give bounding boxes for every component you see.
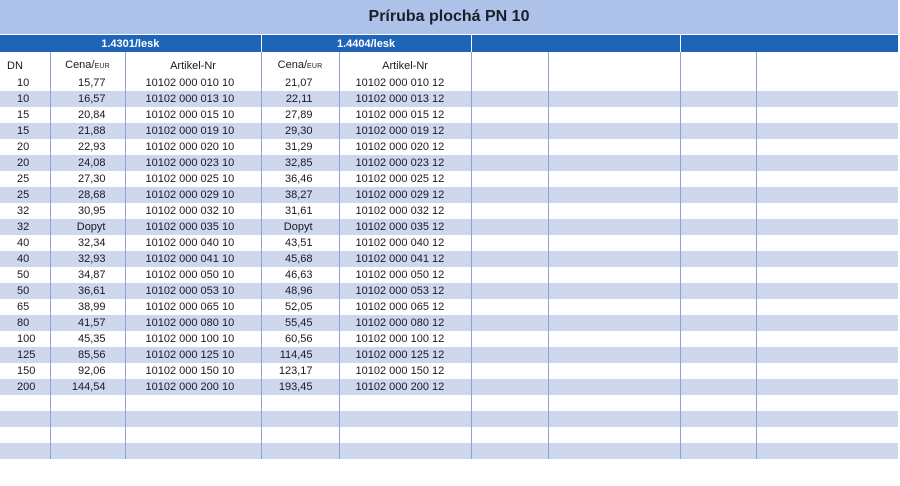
article-1-cell: 10102 000 015 10 — [125, 107, 261, 123]
empty-header — [756, 57, 898, 75]
dn-header: DN — [0, 57, 50, 75]
price-1-cell — [50, 395, 125, 411]
empty-cell — [680, 379, 756, 395]
table-row — [0, 235, 898, 251]
table-row — [0, 123, 898, 139]
empty-cell — [680, 219, 756, 235]
price-2-cell: 31,61 — [261, 203, 339, 219]
article-1-cell: 10102 000 029 10 — [125, 187, 261, 203]
price-2-cell: 193,45 — [261, 379, 339, 395]
price-1-cell: 41,57 — [50, 315, 125, 331]
empty-cell — [756, 107, 898, 123]
empty-cell — [548, 187, 680, 203]
dn-cell: 15 — [0, 107, 50, 123]
article-1-cell — [125, 395, 261, 411]
dn-cell: 80 — [0, 315, 50, 331]
dn-cell: 25 — [0, 187, 50, 203]
empty-cell — [548, 123, 680, 139]
empty-cell — [680, 107, 756, 123]
empty-cell — [548, 331, 680, 347]
article-2-cell: 10102 000 015 12 — [339, 107, 471, 123]
empty-cell — [471, 379, 548, 395]
table-row — [0, 107, 898, 123]
empty-cell — [756, 379, 898, 395]
empty-cell — [756, 155, 898, 171]
price-1-cell: 144,54 — [50, 379, 125, 395]
article-2-cell: 10102 000 035 12 — [339, 219, 471, 235]
empty-cell — [756, 443, 898, 459]
empty-cell — [756, 123, 898, 139]
price-2-cell: 114,45 — [261, 347, 339, 363]
dn-cell: 25 — [0, 171, 50, 187]
article-1-cell: 10102 000 025 10 — [125, 171, 261, 187]
empty-cell — [548, 171, 680, 187]
price-1-header — [50, 57, 125, 75]
price-1-header-unit: EUR — [94, 63, 110, 70]
empty-cell — [756, 187, 898, 203]
price-2-cell: 38,27 — [261, 187, 339, 203]
table-row — [0, 139, 898, 155]
table-row — [0, 395, 898, 411]
empty-cell — [548, 315, 680, 331]
article-1-cell: 10102 000 150 10 — [125, 363, 261, 379]
empty-header — [680, 57, 756, 75]
empty-cell — [471, 299, 548, 315]
empty-cell — [680, 363, 756, 379]
empty-cell — [680, 331, 756, 347]
article-2-cell: 10102 000 029 12 — [339, 187, 471, 203]
dn-cell: 50 — [0, 267, 50, 283]
article-2-cell: 10102 000 150 12 — [339, 363, 471, 379]
article-1-cell: 10102 000 200 10 — [125, 379, 261, 395]
dn-cell: 100 — [0, 331, 50, 347]
material-header-row — [0, 35, 898, 52]
article-1-cell: 10102 000 023 10 — [125, 155, 261, 171]
price-1-cell: 38,99 — [50, 299, 125, 315]
empty-cell — [680, 203, 756, 219]
empty-cell — [548, 283, 680, 299]
material-2-label: 1.4404/lesk — [261, 35, 471, 52]
table-row — [0, 171, 898, 187]
price-1-cell: 85,56 — [50, 347, 125, 363]
article-1-cell: 10102 000 035 10 — [125, 219, 261, 235]
price-2-header-unit: EUR — [307, 63, 323, 70]
table-row — [0, 251, 898, 267]
empty-header — [548, 57, 680, 75]
price-2-cell — [261, 411, 339, 427]
article-2-cell: 10102 000 025 12 — [339, 171, 471, 187]
article-1-cell: 10102 000 020 10 — [125, 139, 261, 155]
article-1-cell — [125, 427, 261, 443]
price-2-cell: 29,30 — [261, 123, 339, 139]
article-1-cell: 10102 000 053 10 — [125, 283, 261, 299]
empty-cell — [548, 139, 680, 155]
table-row — [0, 219, 898, 235]
dn-cell — [0, 411, 50, 427]
article-1-cell: 10102 000 065 10 — [125, 299, 261, 315]
empty-cell — [680, 315, 756, 331]
article-2-cell — [339, 395, 471, 411]
article-2-cell: 10102 000 020 12 — [339, 139, 471, 155]
article-2-cell: 10102 000 050 12 — [339, 267, 471, 283]
article-1-cell: 10102 000 125 10 — [125, 347, 261, 363]
empty-cell — [756, 171, 898, 187]
article-1-cell — [125, 443, 261, 459]
price-2-cell: 27,89 — [261, 107, 339, 123]
article-1-cell — [125, 411, 261, 427]
empty-cell — [680, 395, 756, 411]
dn-cell: 40 — [0, 235, 50, 251]
price-1-cell: 32,34 — [50, 235, 125, 251]
table-row — [0, 267, 898, 283]
empty-cell — [756, 299, 898, 315]
price-1-cell: 45,35 — [50, 331, 125, 347]
empty-cell — [756, 347, 898, 363]
price-2-cell: 60,56 — [261, 331, 339, 347]
article-2-cell: 10102 000 040 12 — [339, 235, 471, 251]
empty-cell — [680, 427, 756, 443]
empty-cell — [548, 155, 680, 171]
dn-cell: 125 — [0, 347, 50, 363]
price-2-cell: 22,11 — [261, 91, 339, 107]
empty-cell — [680, 235, 756, 251]
empty-cell — [756, 139, 898, 155]
material-1-label: 1.4301/lesk — [0, 35, 261, 52]
dn-cell: 40 — [0, 251, 50, 267]
article-1-cell: 10102 000 013 10 — [125, 91, 261, 107]
empty-cell — [756, 267, 898, 283]
sheet-title: Príruba plochá PN 10 — [0, 0, 898, 35]
empty-cell — [680, 347, 756, 363]
table-row — [0, 411, 898, 427]
empty-cell — [756, 91, 898, 107]
empty-cell — [471, 443, 548, 459]
empty-cell — [471, 171, 548, 187]
dn-cell: 32 — [0, 219, 50, 235]
empty-cell — [756, 283, 898, 299]
table-row — [0, 427, 898, 443]
empty-cell — [680, 155, 756, 171]
empty-cell — [756, 251, 898, 267]
article-1-cell: 10102 000 019 10 — [125, 123, 261, 139]
article-1-cell: 10102 000 050 10 — [125, 267, 261, 283]
empty-cell — [471, 363, 548, 379]
article-2-cell: 10102 000 100 12 — [339, 331, 471, 347]
empty-cell — [548, 75, 680, 91]
price-1-cell: 21,88 — [50, 123, 125, 139]
empty-cell — [680, 299, 756, 315]
price-2-cell — [261, 443, 339, 459]
price-1-cell: 27,30 — [50, 171, 125, 187]
dn-cell: 10 — [0, 91, 50, 107]
empty-cell — [756, 315, 898, 331]
price-2-cell — [261, 427, 339, 443]
article-2-cell: 10102 000 065 12 — [339, 299, 471, 315]
article-1-cell: 10102 000 040 10 — [125, 235, 261, 251]
dn-cell: 150 — [0, 363, 50, 379]
empty-cell — [756, 75, 898, 91]
dn-cell: 10 — [0, 75, 50, 91]
article-1-cell: 10102 000 100 10 — [125, 331, 261, 347]
empty-cell — [471, 219, 548, 235]
empty-cell — [756, 411, 898, 427]
empty-cell — [471, 251, 548, 267]
dn-cell — [0, 443, 50, 459]
price-1-cell: 16,57 — [50, 91, 125, 107]
empty-cell — [471, 75, 548, 91]
empty-cell — [548, 379, 680, 395]
price-1-cell: 22,93 — [50, 139, 125, 155]
empty-cell — [548, 267, 680, 283]
table-row — [0, 443, 898, 459]
empty-cell — [471, 331, 548, 347]
article-2-cell: 10102 000 013 12 — [339, 91, 471, 107]
article-2-cell — [339, 427, 471, 443]
empty-header — [471, 57, 548, 75]
article-2-cell: 10102 000 080 12 — [339, 315, 471, 331]
dn-cell: 65 — [0, 299, 50, 315]
empty-cell — [680, 187, 756, 203]
article-2-cell: 10102 000 053 12 — [339, 283, 471, 299]
empty-cell — [680, 251, 756, 267]
price-2-cell: 43,51 — [261, 235, 339, 251]
material-4-label — [680, 35, 898, 52]
empty-cell — [756, 363, 898, 379]
empty-cell — [680, 171, 756, 187]
article-2-cell: 10102 000 041 12 — [339, 251, 471, 267]
price-2-cell: 46,63 — [261, 267, 339, 283]
dn-cell — [0, 395, 50, 411]
table-row — [0, 203, 898, 219]
price-1-cell: 15,77 — [50, 75, 125, 91]
empty-cell — [548, 299, 680, 315]
empty-cell — [548, 411, 680, 427]
dn-cell: 200 — [0, 379, 50, 395]
price-2-cell: 52,05 — [261, 299, 339, 315]
empty-cell — [471, 235, 548, 251]
empty-cell — [471, 91, 548, 107]
empty-cell — [471, 395, 548, 411]
table-row — [0, 315, 898, 331]
empty-cell — [680, 75, 756, 91]
article-1-cell: 10102 000 032 10 — [125, 203, 261, 219]
dn-cell: 20 — [0, 155, 50, 171]
empty-cell — [471, 315, 548, 331]
price-1-cell: Dopyt — [50, 219, 125, 235]
article-2-cell: 10102 000 023 12 — [339, 155, 471, 171]
empty-cell — [680, 283, 756, 299]
table-row — [0, 347, 898, 363]
empty-cell — [548, 395, 680, 411]
price-2-cell: Dopyt — [261, 219, 339, 235]
price-2-header-label: Cena/ — [277, 59, 308, 71]
empty-cell — [548, 219, 680, 235]
article-2-cell: 10102 000 200 12 — [339, 379, 471, 395]
empty-cell — [471, 427, 548, 443]
table-row — [0, 379, 898, 395]
empty-cell — [471, 139, 548, 155]
empty-cell — [756, 331, 898, 347]
empty-cell — [471, 203, 548, 219]
empty-cell — [471, 155, 548, 171]
article-1-header: Artikel-Nr — [125, 57, 261, 75]
empty-cell — [548, 363, 680, 379]
price-2-cell: 55,45 — [261, 315, 339, 331]
price-1-cell: 28,68 — [50, 187, 125, 203]
empty-cell — [548, 107, 680, 123]
empty-cell — [471, 107, 548, 123]
empty-cell — [756, 395, 898, 411]
price-2-cell: 48,96 — [261, 283, 339, 299]
price-1-cell — [50, 443, 125, 459]
empty-cell — [680, 411, 756, 427]
price-2-cell: 123,17 — [261, 363, 339, 379]
empty-cell — [471, 267, 548, 283]
empty-cell — [471, 283, 548, 299]
article-2-cell — [339, 443, 471, 459]
table-row — [0, 331, 898, 347]
empty-cell — [471, 347, 548, 363]
article-1-cell: 10102 000 080 10 — [125, 315, 261, 331]
price-2-cell — [261, 395, 339, 411]
dn-cell: 20 — [0, 139, 50, 155]
article-2-cell — [339, 411, 471, 427]
table-row — [0, 283, 898, 299]
empty-cell — [471, 123, 548, 139]
table-row — [0, 75, 898, 91]
dn-cell — [0, 427, 50, 443]
price-2-cell: 36,46 — [261, 171, 339, 187]
empty-cell — [680, 91, 756, 107]
dn-cell: 50 — [0, 283, 50, 299]
empty-cell — [548, 347, 680, 363]
table-row — [0, 299, 898, 315]
empty-cell — [756, 427, 898, 443]
price-1-cell — [50, 411, 125, 427]
empty-cell — [548, 251, 680, 267]
price-2-cell: 45,68 — [261, 251, 339, 267]
price-1-cell: 92,06 — [50, 363, 125, 379]
empty-cell — [471, 411, 548, 427]
price-table — [0, 35, 899, 459]
empty-cell — [680, 267, 756, 283]
article-2-cell: 10102 000 010 12 — [339, 75, 471, 91]
empty-cell — [756, 219, 898, 235]
empty-cell — [756, 203, 898, 219]
empty-cell — [680, 139, 756, 155]
empty-cell — [548, 235, 680, 251]
price-2-header — [261, 57, 339, 75]
price-2-cell: 31,29 — [261, 139, 339, 155]
price-1-cell: 34,87 — [50, 267, 125, 283]
empty-cell — [680, 443, 756, 459]
article-1-cell: 10102 000 041 10 — [125, 251, 261, 267]
empty-cell — [471, 187, 548, 203]
article-1-cell: 10102 000 010 10 — [125, 75, 261, 91]
price-2-cell: 21,07 — [261, 75, 339, 91]
table-row — [0, 91, 898, 107]
empty-cell — [548, 91, 680, 107]
column-header-row — [0, 57, 898, 75]
price-1-cell: 24,08 — [50, 155, 125, 171]
price-1-cell — [50, 427, 125, 443]
empty-cell — [680, 123, 756, 139]
table-row — [0, 155, 898, 171]
empty-cell — [548, 443, 680, 459]
price-2-cell: 32,85 — [261, 155, 339, 171]
empty-cell — [756, 235, 898, 251]
price-1-cell: 36,61 — [50, 283, 125, 299]
price-1-cell: 20,84 — [50, 107, 125, 123]
price-1-cell: 30,95 — [50, 203, 125, 219]
dn-cell: 32 — [0, 203, 50, 219]
article-2-header: Artikel-Nr — [339, 57, 471, 75]
empty-cell — [548, 203, 680, 219]
material-3-label — [471, 35, 680, 52]
article-2-cell: 10102 000 032 12 — [339, 203, 471, 219]
article-2-cell: 10102 000 019 12 — [339, 123, 471, 139]
table-row — [0, 187, 898, 203]
table-row — [0, 363, 898, 379]
price-1-header-label: Cena/ — [65, 59, 95, 71]
price-1-cell: 32,93 — [50, 251, 125, 267]
article-2-cell: 10102 000 125 12 — [339, 347, 471, 363]
dn-cell: 15 — [0, 123, 50, 139]
empty-cell — [548, 427, 680, 443]
